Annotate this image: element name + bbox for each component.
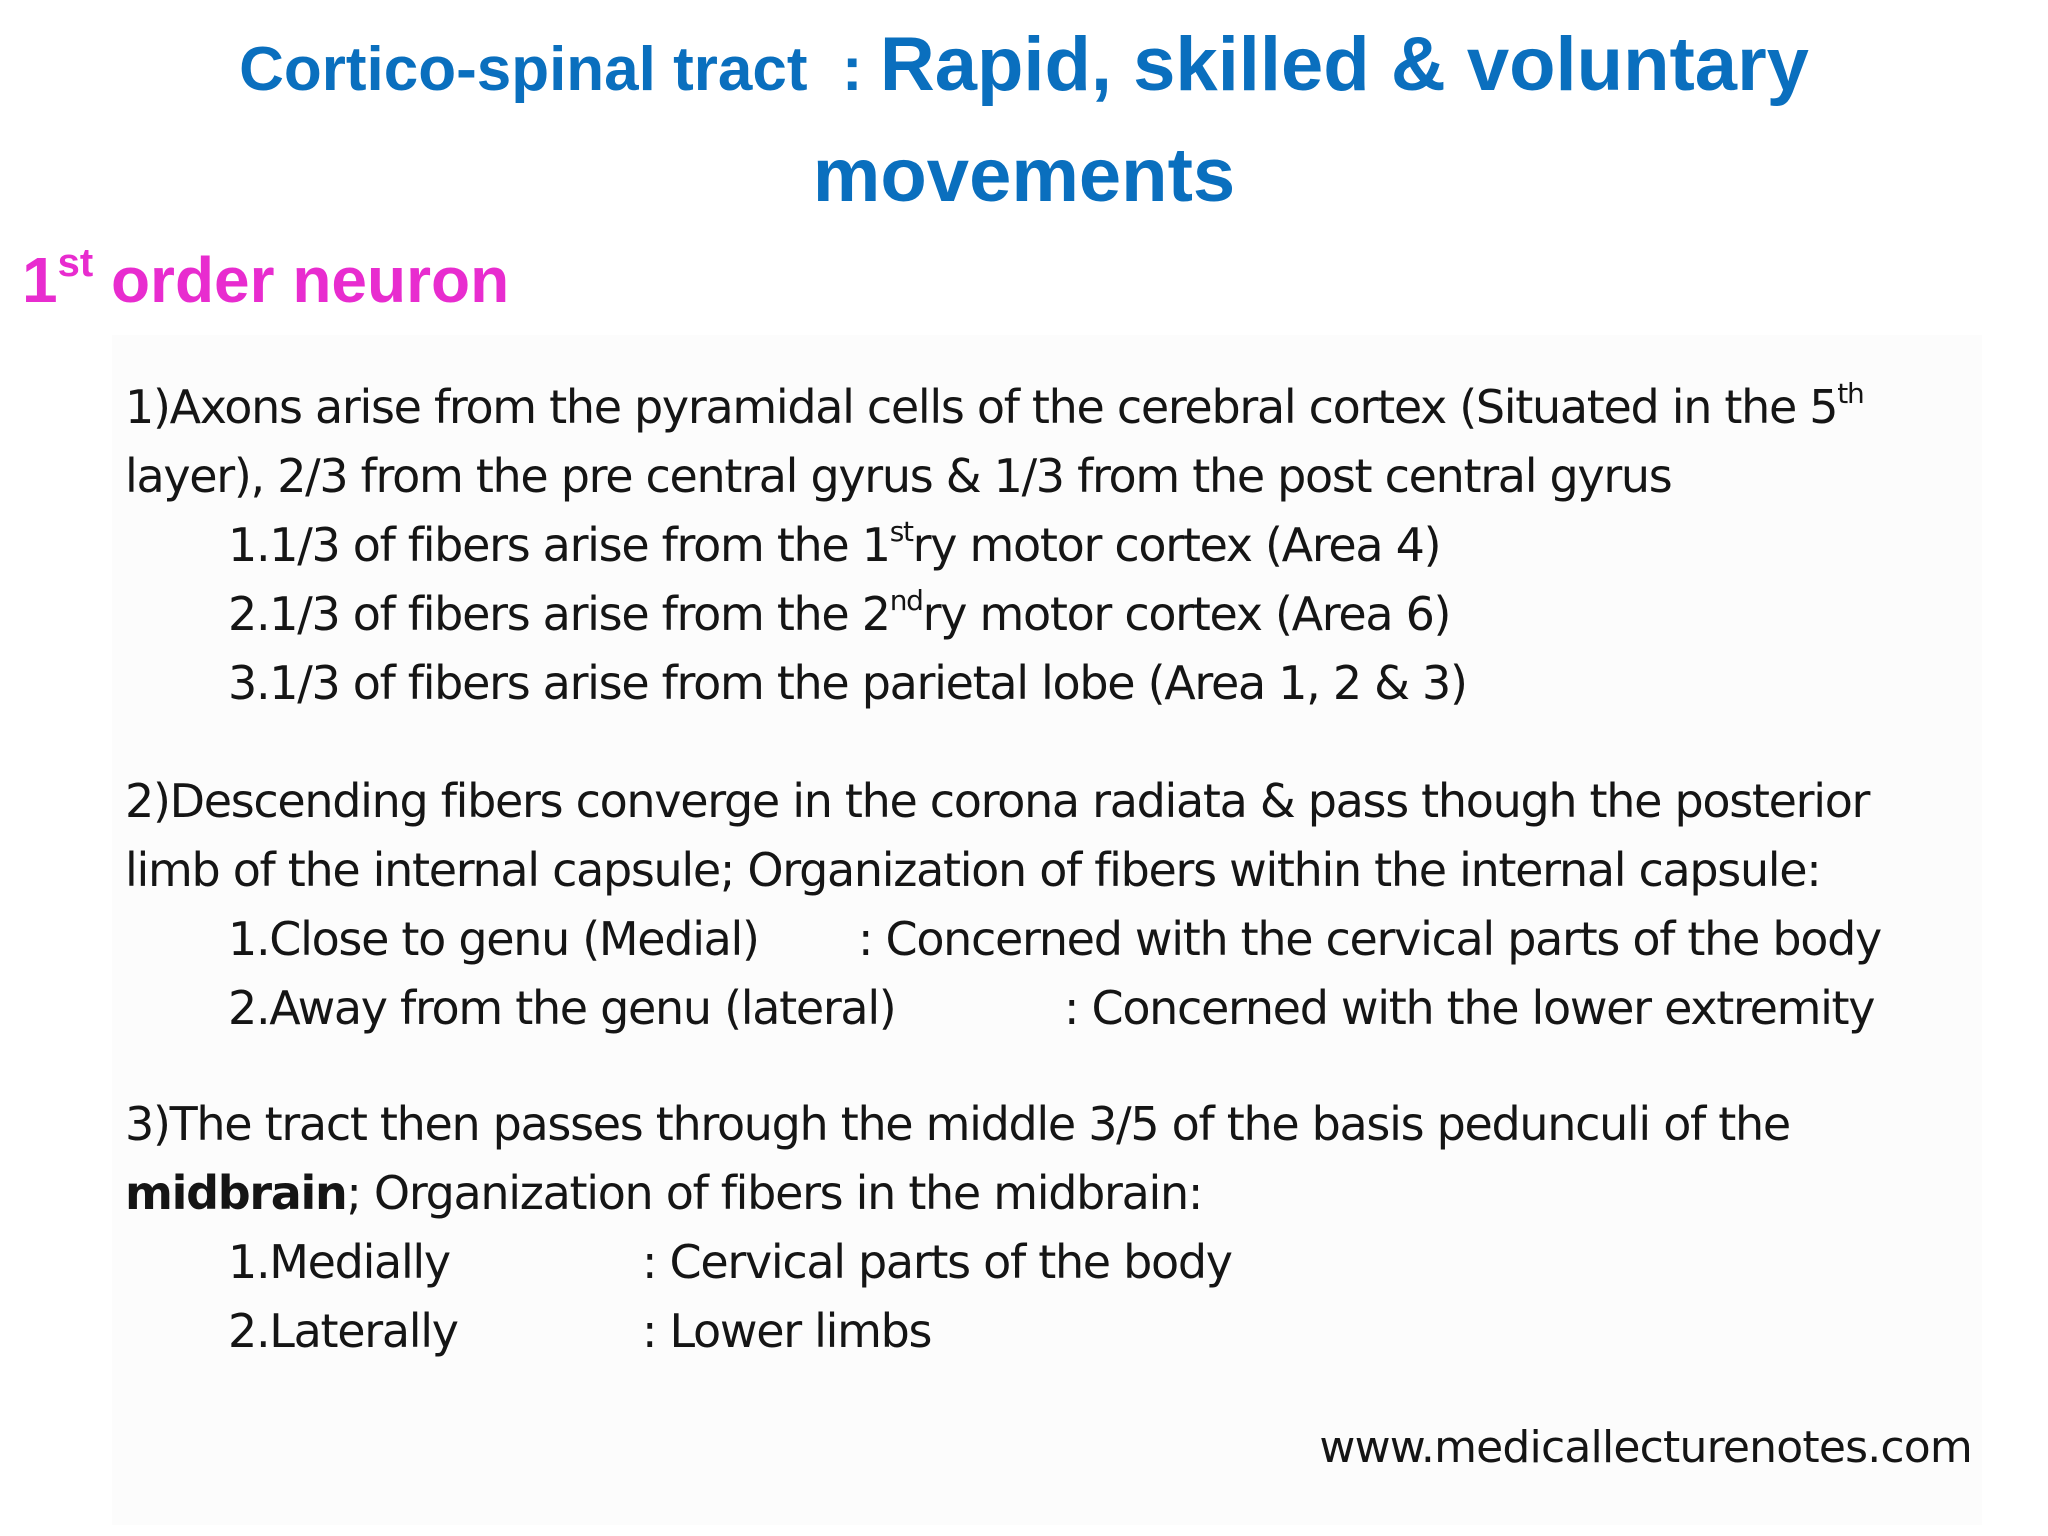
item-description: : Concerned with the lower extremity	[1064, 981, 1875, 1035]
title-part-2: Rapid, skilled & voluntary	[879, 22, 1809, 107]
point-2-line-2: limb of the internal capsule; Organization of fibers within the internal capsule:	[125, 843, 1821, 897]
point-3-line-1: 3)The tract then passes through the middle 3/5 of the basis pedunculi of the	[125, 1097, 1790, 1151]
point-1-line-1-text: 1)Axons arise from the pyramidal cells of the cerebral cortex (Situated in the 5	[125, 380, 1838, 434]
point-1-item	[125, 649, 2005, 718]
section-heading	[22, 240, 509, 320]
item-label: 2.Laterally	[228, 1304, 458, 1358]
item-label: 2.Away from the genu (lateral)	[228, 981, 896, 1035]
item-description: : Lower limbs	[642, 1304, 932, 1358]
item-superscript: st	[889, 515, 913, 548]
heading-superscript: st	[57, 241, 94, 285]
point-1-item	[125, 580, 2005, 649]
slide-title	[0, 20, 2048, 221]
item-description: : Concerned with the cervical parts of the body	[858, 912, 1881, 966]
heading-number: 1	[22, 244, 58, 316]
point-2-line-1: 2)Descending fibers converge in the corona radiata & pass though the posterior	[125, 774, 1870, 828]
item-superscript: nd	[889, 584, 923, 617]
footer-url: www.medicallecturenotes.com	[1319, 1422, 1972, 1473]
point-1-line-1	[125, 373, 2005, 442]
point-3	[125, 1090, 2005, 1366]
item-label: 1.Medially	[228, 1235, 450, 1289]
point-3-line-2-rest: ; Organization of fibers in the midbrain:	[346, 1166, 1203, 1220]
point-3-item	[125, 1297, 2005, 1366]
point-2	[125, 767, 2005, 1043]
point-3-line-2	[125, 1159, 2005, 1228]
item-text-rest: ry motor cortex (Area 4)	[912, 518, 1441, 572]
item-text: 3.1/3 of fibers arise from the parietal lobe (Area 1, 2 & 3)	[228, 656, 1467, 710]
title-line-2: movements	[812, 133, 1236, 218]
midbrain-bold: midbrain	[125, 1166, 347, 1220]
item-description: : Cervical parts of the body	[642, 1235, 1232, 1289]
point-2-item	[125, 974, 2005, 1043]
point-1	[125, 373, 2005, 718]
point-1-line-2: layer), 2/3 from the pre central gyrus & 1/3 from the post central gyrus	[125, 449, 1672, 503]
item-text: 1.1/3 of fibers arise from the 1	[228, 518, 890, 572]
title-part-1: Cortico-spinal tract	[239, 35, 808, 104]
item-text: 2.1/3 of fibers arise from the 2	[228, 587, 890, 641]
heading-text: order neuron	[93, 244, 510, 316]
title-line-1	[0, 20, 2048, 131]
title-separator: :	[807, 35, 880, 104]
point-3-item	[125, 1228, 2005, 1297]
point-1-item	[125, 511, 2005, 580]
point-2-item	[125, 905, 2005, 974]
item-label: 1.Close to genu (Medial)	[228, 912, 759, 966]
item-text-rest: ry motor cortex (Area 6)	[922, 587, 1451, 641]
point-1-line-1-sup: th	[1837, 377, 1864, 410]
